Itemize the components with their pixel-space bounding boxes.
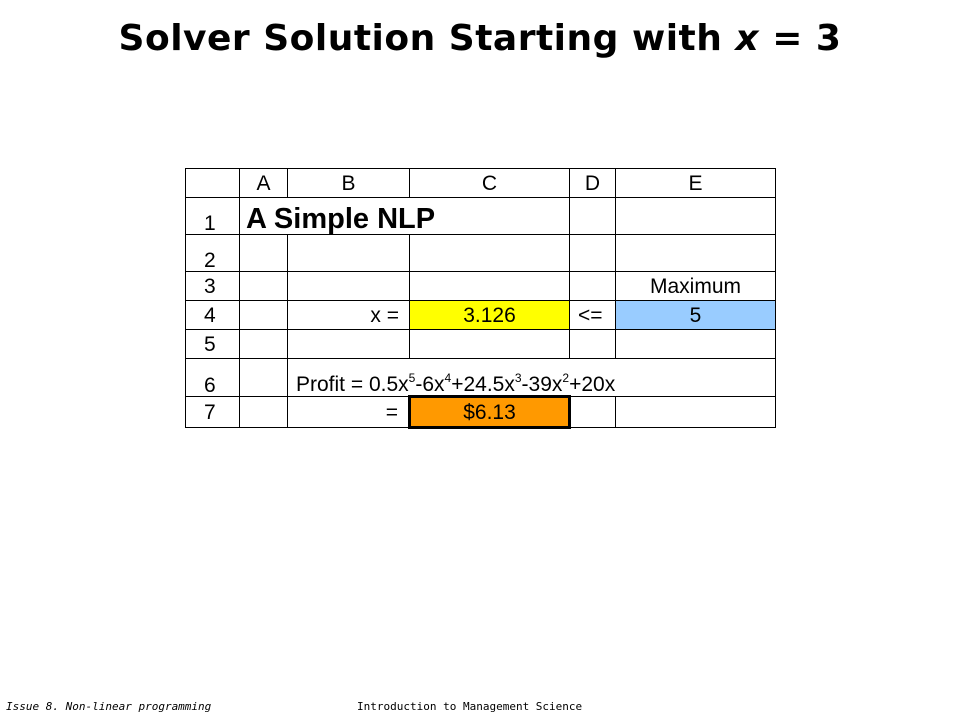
cell-a6[interactable] bbox=[240, 359, 288, 397]
column-header-a[interactable]: A bbox=[240, 169, 288, 198]
cell-e7[interactable] bbox=[616, 397, 776, 428]
cell-d1[interactable] bbox=[570, 198, 616, 235]
column-header-c[interactable]: C bbox=[410, 169, 570, 198]
row-header-1[interactable]: 1 bbox=[186, 198, 240, 235]
cell-c2[interactable] bbox=[410, 235, 570, 272]
row-header-6[interactable]: 6 bbox=[186, 359, 240, 397]
cell-a5[interactable] bbox=[240, 330, 288, 359]
slide-title bbox=[0, 18, 960, 59]
cell-b7-equals[interactable]: = bbox=[288, 397, 410, 428]
cell-d5[interactable] bbox=[570, 330, 616, 359]
cell-e5[interactable] bbox=[616, 330, 776, 359]
formula-term-1: Profit = 0.5x bbox=[296, 373, 409, 396]
column-header-e[interactable]: E bbox=[616, 169, 776, 198]
spreadsheet bbox=[185, 168, 776, 429]
formula-exponent-1: 5 bbox=[408, 371, 416, 385]
formula-exponent-4: 2 bbox=[562, 371, 570, 385]
cell-a7[interactable] bbox=[240, 397, 288, 428]
cell-a4[interactable] bbox=[240, 301, 288, 330]
row-1 bbox=[186, 198, 776, 235]
title-prefix: Solver Solution Starting with bbox=[118, 18, 736, 59]
column-header-row bbox=[186, 169, 776, 198]
corner-cell[interactable] bbox=[186, 169, 240, 198]
cell-e1[interactable] bbox=[616, 198, 776, 235]
cell-d3[interactable] bbox=[570, 272, 616, 301]
formula-exponent-3: 3 bbox=[514, 371, 522, 385]
row-5 bbox=[186, 330, 776, 359]
column-header-b[interactable]: B bbox=[288, 169, 410, 198]
row-2 bbox=[186, 235, 776, 272]
cell-c4-decision-variable[interactable]: 3.126 bbox=[410, 301, 570, 330]
cell-b5[interactable] bbox=[288, 330, 410, 359]
title-suffix: = 3 bbox=[759, 18, 842, 59]
formula-term-3: +24.5x bbox=[451, 373, 515, 396]
cell-b6-profit-formula[interactable] bbox=[288, 359, 776, 397]
title-variable: x bbox=[735, 18, 760, 59]
row-header-7[interactable]: 7 bbox=[186, 397, 240, 428]
cell-d7[interactable] bbox=[570, 397, 616, 428]
formula-term-4: -39x bbox=[521, 373, 563, 396]
row-header-3[interactable]: 3 bbox=[186, 272, 240, 301]
row-6 bbox=[186, 359, 776, 397]
cell-e2[interactable] bbox=[616, 235, 776, 272]
cell-a3[interactable] bbox=[240, 272, 288, 301]
cell-d2[interactable] bbox=[570, 235, 616, 272]
cell-c3[interactable] bbox=[410, 272, 570, 301]
cell-e3-maximum-label[interactable]: Maximum bbox=[616, 272, 776, 301]
row-header-5[interactable]: 5 bbox=[186, 330, 240, 359]
cell-a1-title[interactable]: A Simple NLP bbox=[240, 198, 570, 235]
row-header-4[interactable]: 4 bbox=[186, 301, 240, 330]
row-4 bbox=[186, 301, 776, 330]
formula-term-2: -6x bbox=[415, 373, 445, 396]
footer-course-label: Introduction to Management Science bbox=[357, 700, 583, 713]
column-header-d[interactable]: D bbox=[570, 169, 616, 198]
cell-c5[interactable] bbox=[410, 330, 570, 359]
row-7 bbox=[186, 397, 776, 428]
cell-a2[interactable] bbox=[240, 235, 288, 272]
cell-b2[interactable] bbox=[288, 235, 410, 272]
row-3 bbox=[186, 272, 776, 301]
cell-b4-x-label[interactable]: x = bbox=[288, 301, 410, 330]
cell-d4-constraint-sign[interactable]: <= bbox=[570, 301, 616, 330]
cell-c7-profit-value[interactable]: $6.13 bbox=[410, 397, 570, 428]
footer-issue-label: Issue 8. Non-linear programming bbox=[6, 700, 212, 713]
formula-exponent-2: 4 bbox=[444, 371, 452, 385]
row-header-2[interactable]: 2 bbox=[186, 235, 240, 272]
cell-b3[interactable] bbox=[288, 272, 410, 301]
cell-e4-maximum-value[interactable]: 5 bbox=[616, 301, 776, 330]
formula-term-5: +20x bbox=[569, 373, 616, 396]
